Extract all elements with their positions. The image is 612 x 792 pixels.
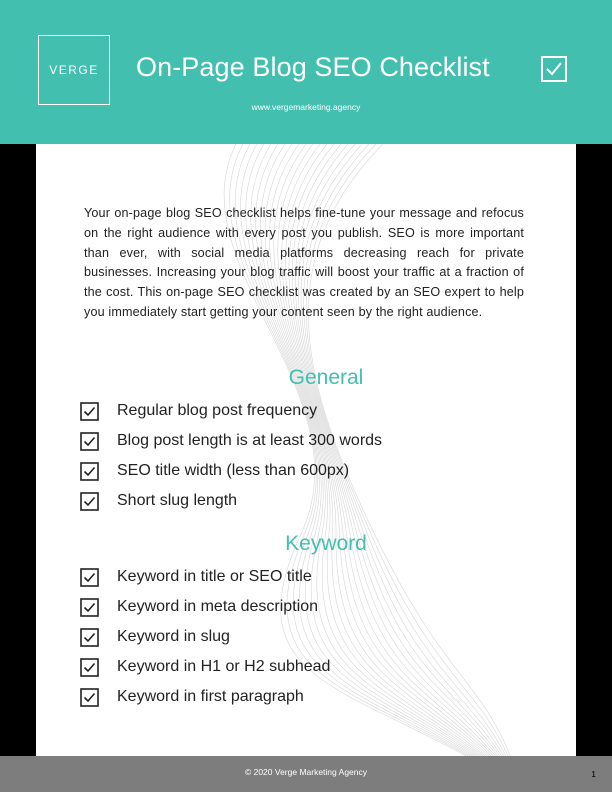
checklist-item-label: Blog post length is at least 300 words (117, 432, 383, 449)
checklist-item (80, 652, 330, 682)
page-number: 1 (591, 769, 596, 779)
section-title-keyword: Keyword (285, 532, 367, 555)
checklist-item (80, 592, 330, 622)
copyright-text: © 2020 Verge Marketing Agency (244, 767, 368, 777)
website-url: www.vergemarketing.agency (251, 102, 361, 112)
checklist-item-label: SEO title width (less than 600px) (117, 462, 350, 479)
header-banner (0, 0, 612, 144)
checklist-item-label: Keyword in meta description (117, 598, 318, 615)
checkbox-checked-icon (80, 658, 99, 677)
checklist-item-label: Short slug length (117, 492, 238, 509)
logo-text: VERGE (49, 63, 99, 77)
page-title: On-Page Blog SEO Checklist (136, 52, 490, 82)
checkbox-checked-icon (541, 56, 567, 82)
checklist-item-label: Keyword in slug (117, 628, 230, 645)
checkbox-checked-icon (80, 402, 99, 421)
checklist-item-label: Keyword in H1 or H2 subhead (117, 658, 331, 675)
checklist-item (80, 682, 330, 712)
intro-paragraph: Your on-page blog SEO checklist helps fine-tune your message and refocus on the right audience with every post you publish. SEO is more important than ever, with social media platforms decreasing reach for private businesses. Increasing your blog traffic will boost your traffic at a fraction of the cost. This on-page SEO checklist was created by an SEO expert to help you immediately start getting your content seen by the right audience. (84, 206, 524, 319)
footer-bar (0, 756, 612, 792)
checklist-item-label: Regular blog post frequency (117, 402, 318, 419)
checklist-item-label: Keyword in title or SEO title (117, 568, 312, 585)
checkbox-checked-icon (80, 432, 99, 451)
content-sheet (36, 144, 576, 756)
checklist-item (80, 622, 330, 652)
checklist-item-label: Keyword in first paragraph (117, 688, 304, 705)
section-title-general: General (288, 366, 364, 389)
checkbox-checked-icon (80, 688, 99, 707)
checklist-item (80, 426, 382, 456)
verge-logo (38, 35, 110, 105)
checkbox-checked-icon (80, 462, 99, 481)
keyword-checklist (80, 562, 330, 712)
checklist-item (80, 562, 330, 592)
general-checklist (80, 396, 382, 516)
checkbox-checked-icon (80, 568, 99, 587)
checklist-item (80, 396, 382, 426)
checklist-item (80, 486, 382, 516)
checkbox-checked-icon (80, 598, 99, 617)
checklist-item (80, 456, 382, 486)
checkbox-checked-icon (80, 628, 99, 647)
checkbox-checked-icon (80, 492, 99, 511)
